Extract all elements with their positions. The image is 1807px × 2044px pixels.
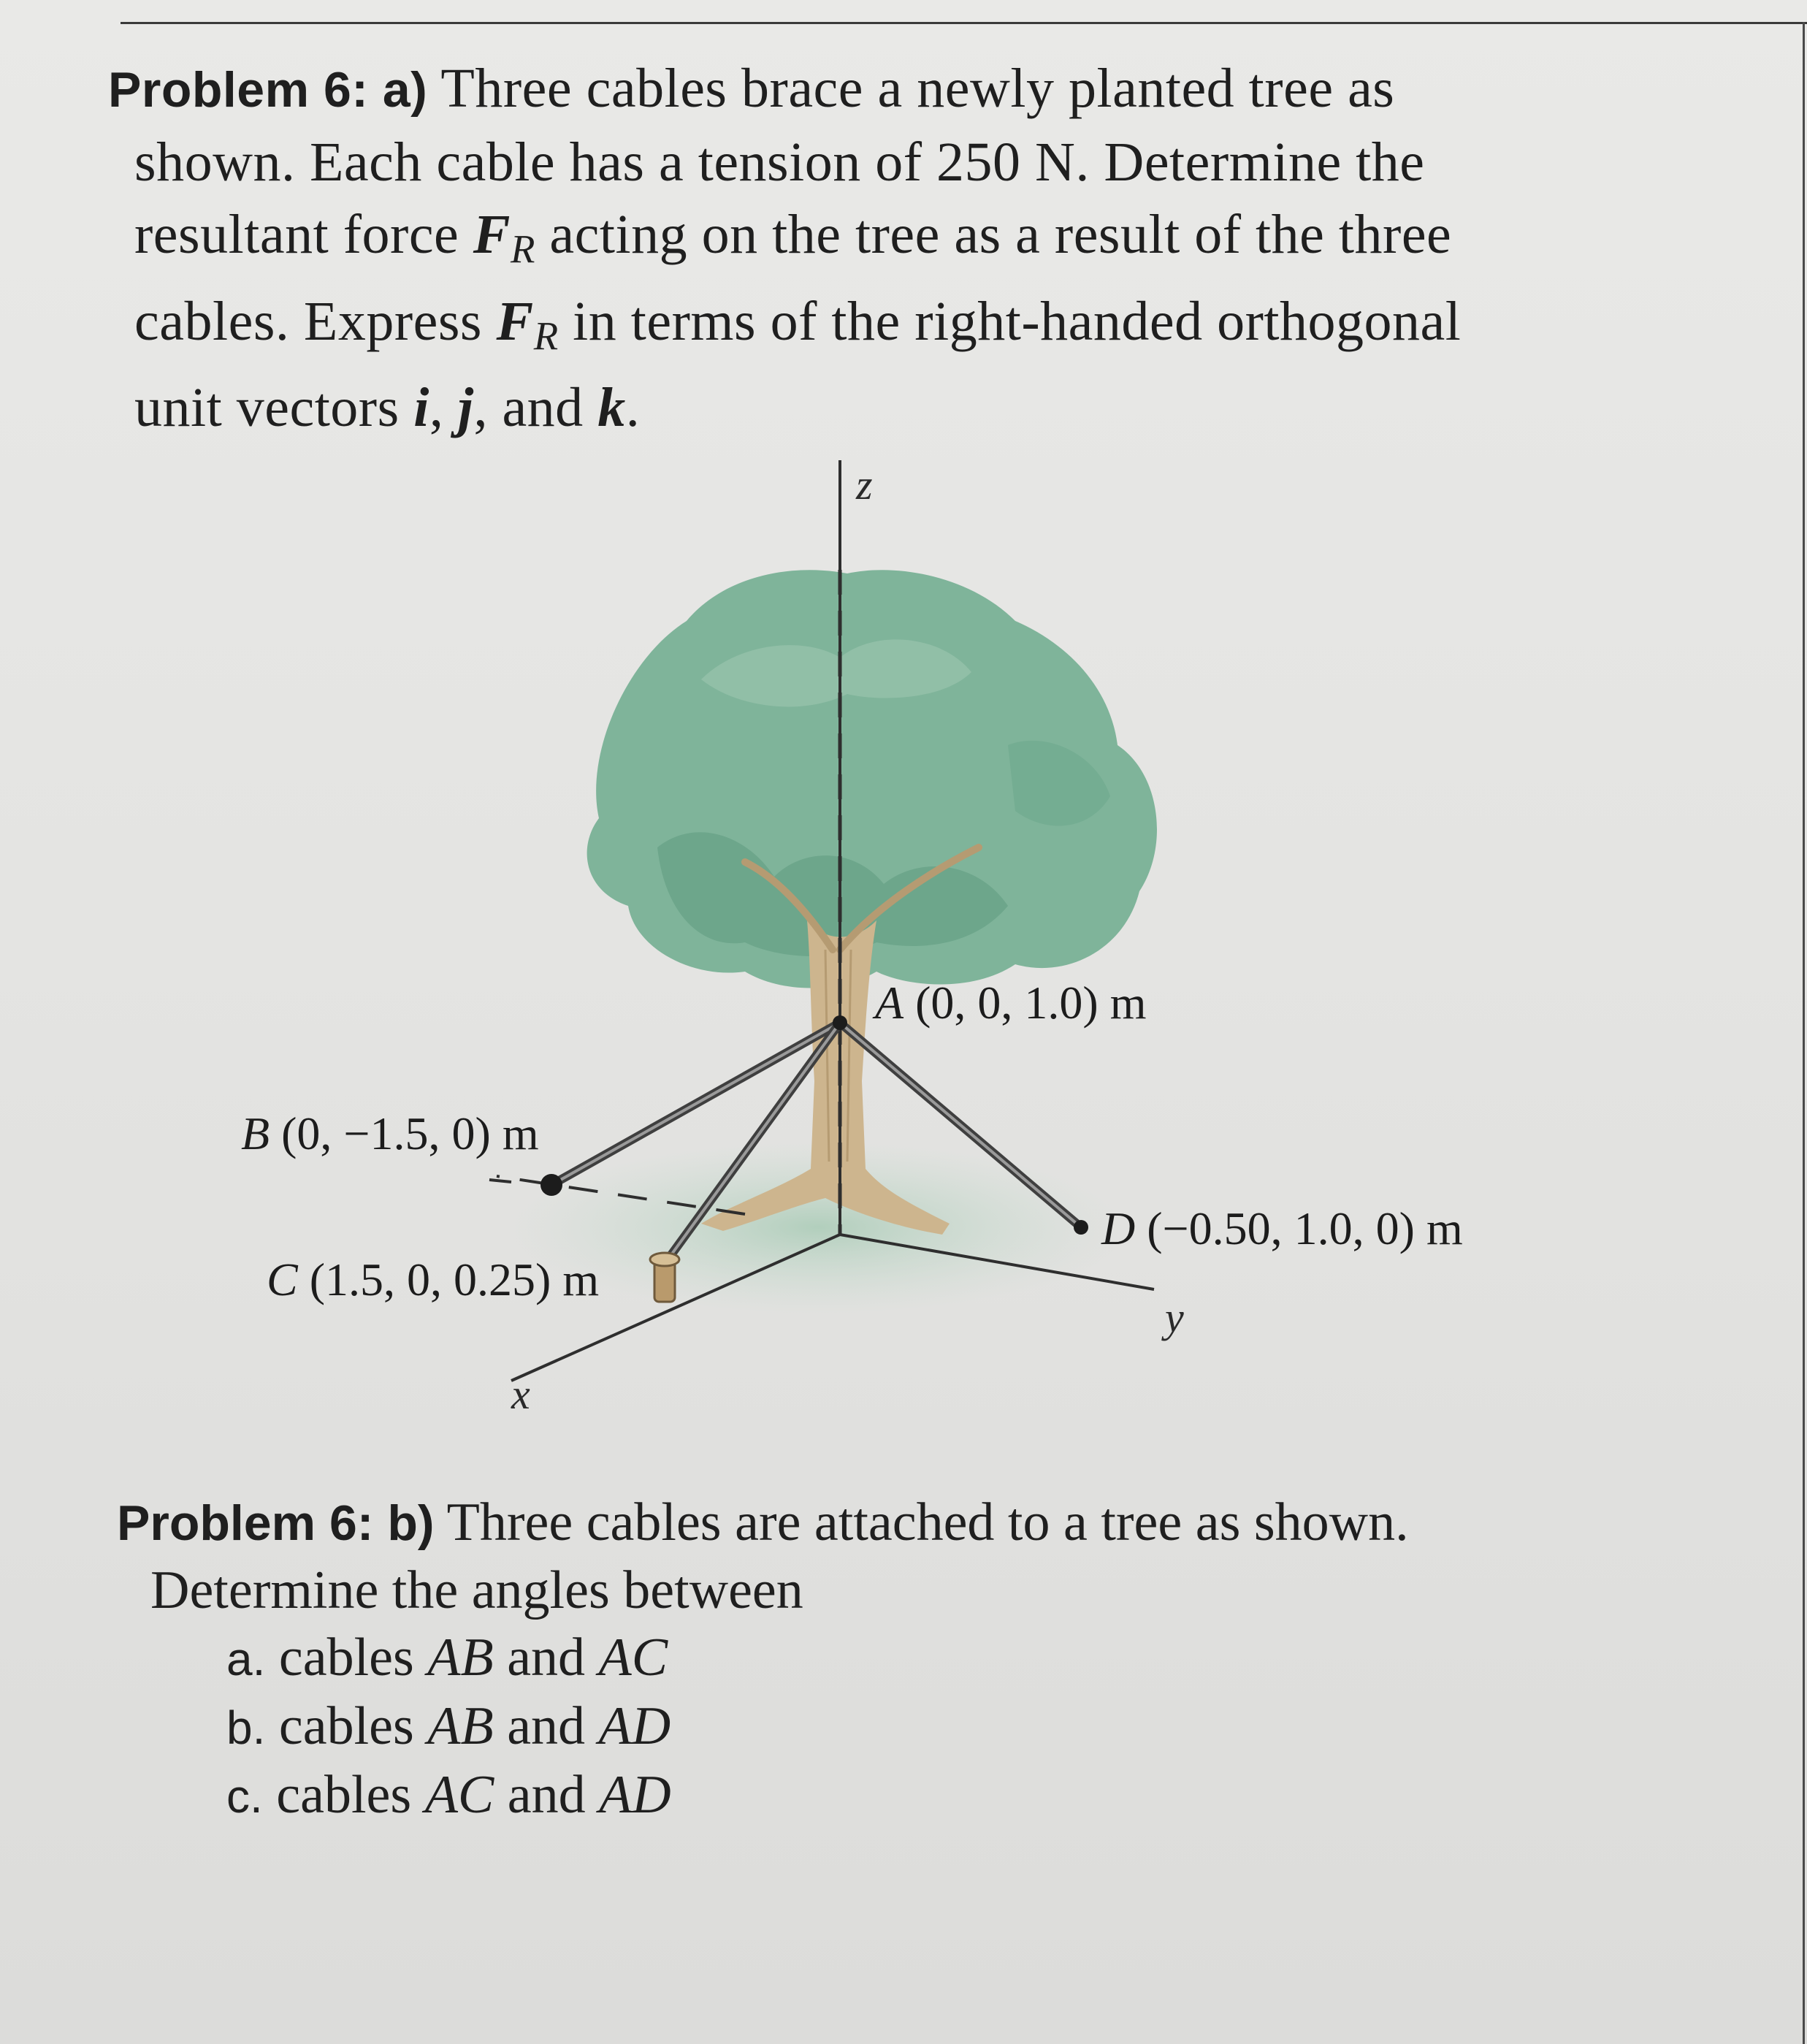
z-axis-label: z [856,461,873,508]
force-symbol: F [473,204,511,265]
problem-b-text [117,1489,1687,1830]
point-d-marker [1074,1220,1088,1235]
problem-a-line-3: resultant force $F_R$ acting on the tree as a result of the three [134,204,1452,272]
problem-a-line-2: shown. Each cable has a tension of 250 N. Determine the [134,131,1425,193]
force-subscript: R [510,226,535,272]
problem-b-line-1: Problem 6: b) Three cables are attached to a tree as shown. [117,1492,1409,1552]
force-symbol: F [496,290,534,352]
point-a-label: A (0, 0, 1.0) m [875,977,1147,1029]
problem-a-text [108,53,1627,444]
list-item: b. cables AB and AD [226,1696,671,1756]
problem-b-line-2: Determine the angles between [150,1560,803,1620]
force-subscript: R [533,313,559,359]
y-axis-label: y [1165,1294,1184,1341]
figure-drawing [0,438,1807,1461]
unit-vector-k: k [597,377,626,439]
problem-a-line-5: unit vectors i, j, and k. [134,377,641,439]
point-c-label: C (1.5, 0, 0.25) m [267,1254,600,1305]
point-b-label: B (0, −1.5, 0) m [241,1107,539,1159]
problem-b-heading: Problem 6: b) [117,1495,435,1551]
tree-cable-figure [0,438,1807,1461]
unit-vector-j: j [457,377,474,439]
x-axis-label: x [511,1370,530,1418]
point-d-label: D (−0.50, 1.0, 0) m [1101,1202,1463,1254]
point-b-tick [489,1180,511,1182]
point-b-marker [540,1174,562,1196]
problem-a-line-1: Problem 6: a) Three cables brace a newly planted tree as [108,58,1395,119]
unit-vector-i: i [413,377,429,439]
problem-a-line-4: cables. Express $F_R$ in terms of the right-handed orthogonal [134,290,1462,359]
problem-a-heading: Problem 6: a) [108,62,428,118]
top-rule [121,22,1807,24]
point-a-marker [833,1015,847,1030]
list-item: a. cables AB and AC [226,1628,668,1688]
list-item: c. cables AC and AD [226,1765,671,1825]
point-c-stake [650,1253,679,1302]
